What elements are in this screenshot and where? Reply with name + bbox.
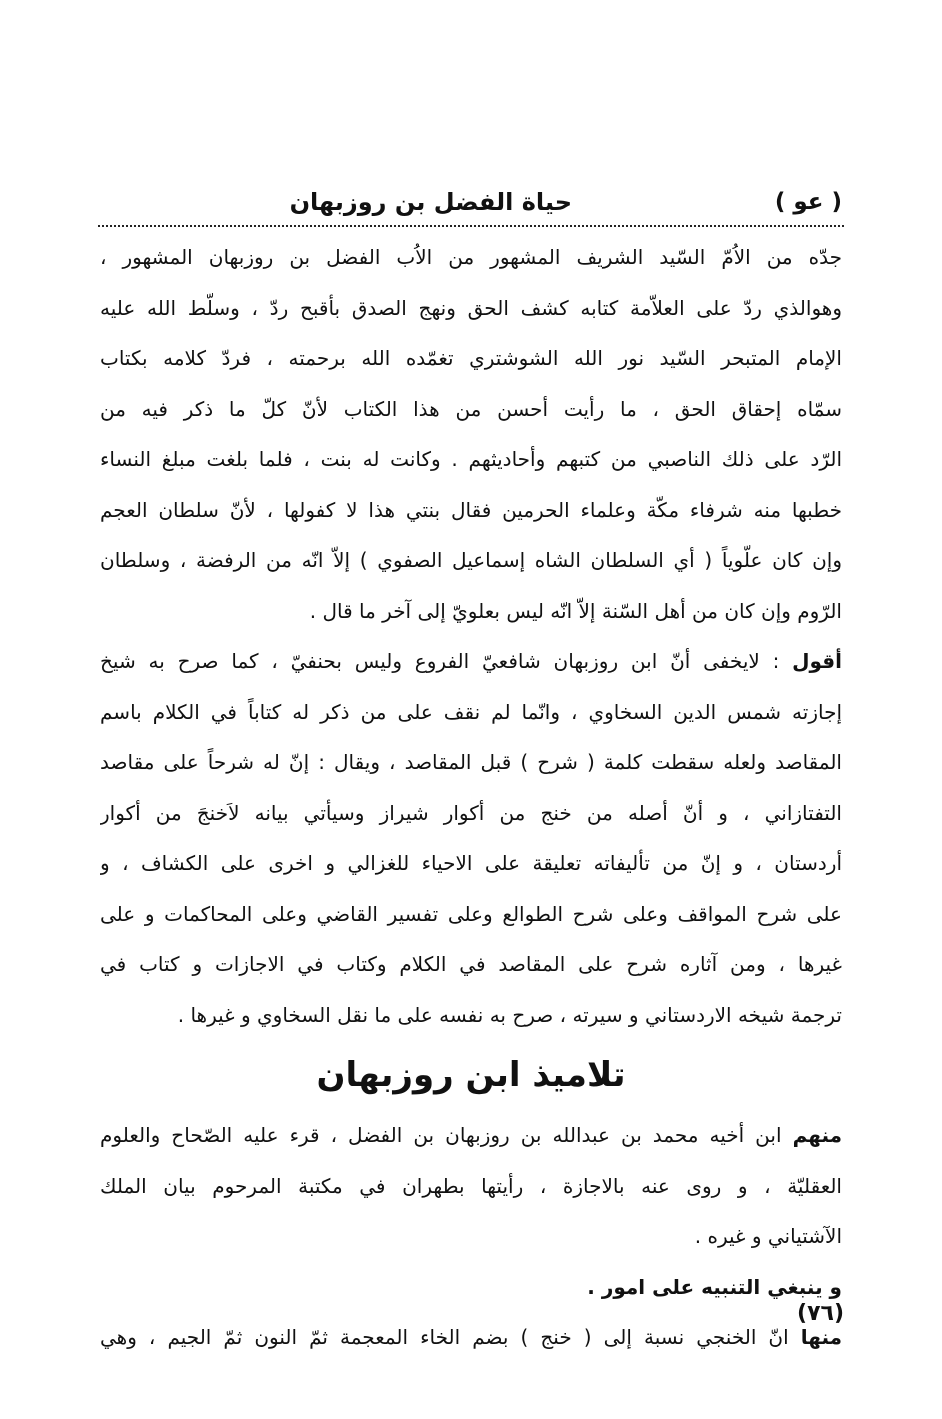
header-dotted-rule bbox=[98, 225, 844, 227]
paragraph-lead-word: منها bbox=[800, 1325, 842, 1349]
paragraph-lead-word: منهم bbox=[792, 1123, 842, 1147]
text-line: الرّد على ذلك الناصبي من كتبهم وأحاديثهم . وكانت له بنت ، فلما بلغت مبلغ النساء bbox=[100, 447, 842, 471]
text-line: العقليّة ، و روى عنه بالاجازة ، رأيتها بطهران في مكتبة المرحوم بيان الملك bbox=[100, 1173, 842, 1198]
text-line: وهوالذي ردّ على العلاّمة كتابه كشف الحق ونهج الصدق بأقبح ردّ ، وسلّط الله عليه bbox=[100, 295, 842, 320]
text-line-with-lead bbox=[100, 1110, 842, 1161]
text-line: الرّوم وإن كان من أهل السّنة إلاّ انّه ليس بعلويّ إلى آخر ما قال . bbox=[309, 598, 842, 623]
section-heading: تلاميذ ابن روزبهان bbox=[316, 1055, 626, 1095]
text-line-bold: و ينبغي التنبيه على امور . bbox=[587, 1274, 842, 1299]
text-line: على شرح المواقف وعلى شرح الطوالع وعلى تفسير القاضي وعلى المحاكمات و على bbox=[100, 901, 842, 926]
text-line: وإن كان علّوياً ( أي السلطان الشاه إسماعيل الصفوي ) إلاّ انّه من الرفضة ، وسلطان bbox=[100, 548, 842, 572]
text-line: المقاصد ولعله سقطت كلمة ( شرح ) قبل المقاصد ، ويقال : إنّ له شرحاً على مقاصد bbox=[100, 750, 842, 774]
text-line-rest: ابن أخيه محمد بن عبدالله بن روزبهان بن الفضل ، قرء عليه الصّحاح والعلوم bbox=[100, 1123, 782, 1147]
running-header bbox=[100, 186, 842, 222]
text-line-rest: انّ الخنجي نسبة إلى ( خنج ) بضم الخاء المعجمة ثمّ النون ثمّ الجيم ، وهي bbox=[100, 1325, 789, 1349]
text-line-with-lead bbox=[100, 1312, 842, 1363]
text-line: التفتازاني ، و أنّ أصله من خنج من أكوار شيراز وسيأتي بيانه لاَخنجَ من أكوار bbox=[100, 800, 842, 825]
text-line: جدّه من الاُمّ السّيد الشريف المشهور من الاُب الفضل بن روزبهان المشهور ، bbox=[100, 245, 842, 269]
header-title: حياة الفضل بن روزبهان bbox=[289, 188, 572, 216]
header-page-label: ( عو ) bbox=[774, 189, 842, 215]
text-line: أردستان ، و إنّ من تأليفاته تعليقة على الاحياء للغزالي و اخرى على الكشاف ، و bbox=[100, 851, 842, 875]
text-line: خطبها منه شرفاء مكّة وعلماء الحرمين فقال بنتي هذا لا كفولها ، لأنّ سلطان العجم bbox=[100, 497, 842, 522]
text-line: سمّاه إحقاق الحق ، ما رأيت أحسن من هذا الكتاب لأنّ كلّ ما ذكر فيه من bbox=[100, 396, 842, 421]
text-line-rest: : لايخفى أنّ ابن روزبهان شافعيّ الفروع وليس بحنفيّ ، كما صرح به شيخ bbox=[100, 649, 780, 673]
text-line: غيرها ، ومن آثاره شرح على المقاصد في الكلام وكتاب في الاجازات و كتاب في bbox=[100, 952, 842, 976]
main-text bbox=[100, 232, 842, 1363]
page-number: (٧٦) bbox=[797, 1301, 844, 1326]
text-line-with-lead bbox=[100, 636, 842, 687]
paragraph-lead-word: أقول bbox=[792, 649, 842, 673]
text-line: إجازته شمس الدين السخاوي ، وانّما لم نقف على من ذكر له كتاباً في الكلام باسم bbox=[100, 699, 842, 724]
text-line: ترجمة شيخه الاردستاني و سيرته ، صرح به نفسه على ما نقل السخاوي و غيرها . bbox=[177, 1002, 842, 1027]
text-line: الإمام المتبحر السّيد نور الله الشوشتري تغمّده الله برحمته ، فردّ كلامه بكتاب bbox=[100, 346, 842, 370]
text-line: الآشتياني و غيره . bbox=[694, 1224, 842, 1248]
